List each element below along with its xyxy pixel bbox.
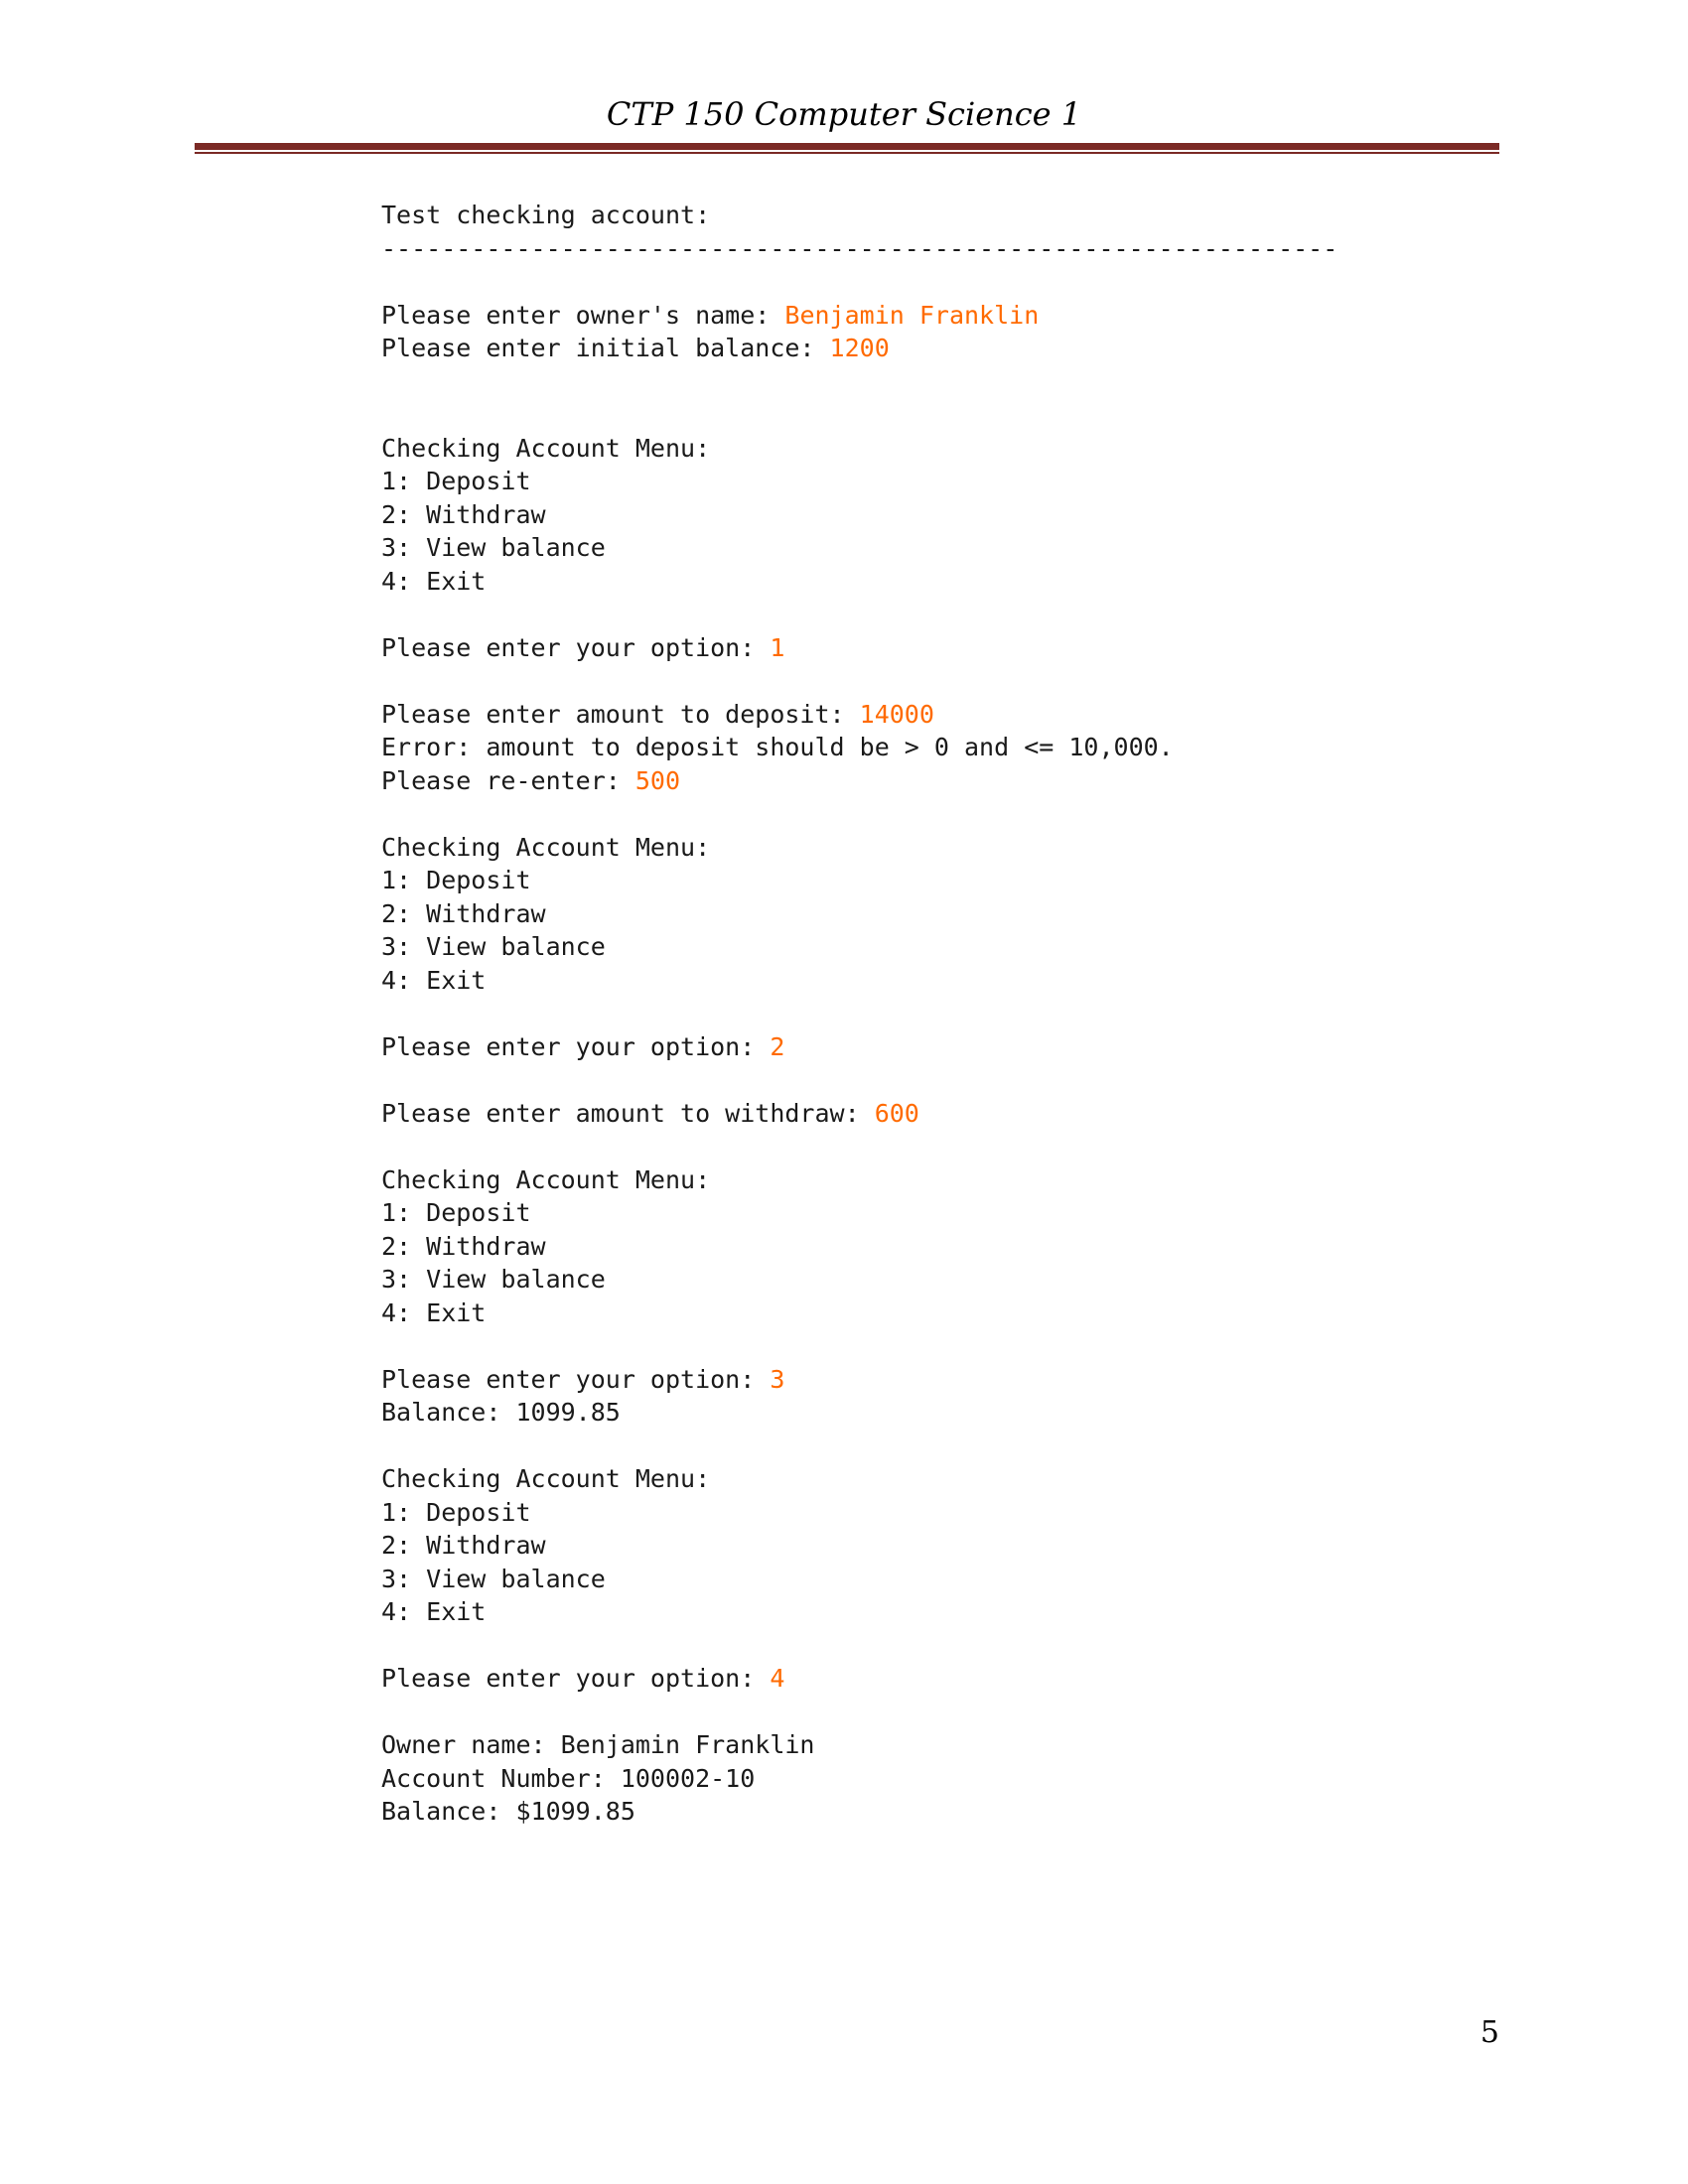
console-user-input: 4 [770, 1664, 785, 1693]
console-line [381, 1496, 1523, 1530]
console-line [381, 199, 1523, 232]
console-user-input: 500 [634, 765, 681, 795]
console-line-text: Test checking account: [381, 201, 711, 229]
console-line-text: 3: View balance [381, 1564, 606, 1593]
console-line [381, 731, 1523, 764]
console-line-text: Please enter your option: [381, 1664, 771, 1693]
console-line-text: 3: View balance [381, 533, 606, 562]
console-user-input: 600 [874, 1098, 919, 1128]
header-rule-thin [195, 152, 1499, 154]
console-line-text: Balance: $1099.85 [381, 1797, 635, 1826]
console-line-text: Please enter your option: [381, 1364, 771, 1394]
page-number: 5 [1479, 2015, 1499, 2050]
header-rule-thick [195, 143, 1499, 150]
console-line [381, 997, 1523, 1030]
console-line [381, 1329, 1523, 1363]
console-line-text: 1: Deposit [381, 866, 531, 894]
console-line-text: 4: Exit [381, 965, 487, 995]
console-line [381, 930, 1523, 964]
console-line [381, 664, 1523, 698]
console-line-text: 3: View balance [381, 1265, 606, 1294]
console-output [381, 199, 1523, 1829]
console-line-text: Checking Account Menu: [381, 832, 711, 862]
console-line [381, 1529, 1523, 1563]
console-line [381, 1196, 1523, 1230]
console-line [381, 631, 1523, 665]
console-line-text: 1: Deposit [381, 467, 531, 495]
console-line [381, 1030, 1523, 1064]
console-line [381, 598, 1523, 631]
console-user-input: Benjamin Franklin [784, 300, 1040, 330]
console-line [381, 565, 1523, 599]
console-line [381, 1662, 1523, 1696]
console-line-text: Checking Account Menu: [381, 1164, 711, 1194]
console-line-text: Please enter your option: [381, 632, 771, 662]
console-line-text: 3: View balance [381, 932, 606, 961]
console-line [381, 265, 1523, 299]
console-line [381, 1462, 1523, 1496]
console-line [381, 1762, 1523, 1796]
console-line-text: 2: Withdraw [381, 898, 546, 928]
console-line-text: 4: Exit [381, 566, 487, 596]
console-line [381, 299, 1523, 333]
console-line [381, 232, 1523, 266]
console-line [381, 831, 1523, 865]
console-line [381, 1230, 1523, 1264]
console-line [381, 498, 1523, 532]
console-line [381, 1396, 1523, 1430]
console-line [381, 764, 1523, 798]
console-line-text: Please enter initial balance: [381, 334, 830, 362]
console-line-text: Please enter amount to withdraw: [381, 1098, 875, 1128]
console-line [381, 365, 1523, 399]
console-line [381, 1795, 1523, 1829]
console-line-text: Error: amount to deposit should be > 0 and <= 10,000. [381, 733, 1174, 761]
console-line [381, 1696, 1523, 1729]
console-line [381, 432, 1523, 466]
console-user-input: 3 [770, 1364, 785, 1394]
console-user-input: 1 [770, 632, 785, 662]
console-line-text: 1: Deposit [381, 1497, 531, 1527]
console-line [381, 1297, 1523, 1330]
console-line-text: 2: Withdraw [381, 1231, 546, 1261]
console-line [381, 531, 1523, 565]
page-header-title: CTP 150 Computer Science 1 [606, 95, 1082, 133]
console-line-text: ---------------------------------------------------------------- [381, 233, 1338, 263]
console-line-text: Please enter amount to deposit: [381, 699, 860, 729]
console-line [381, 964, 1523, 998]
console-line [381, 1263, 1523, 1297]
console-line [381, 797, 1523, 831]
console-line [381, 1363, 1523, 1397]
console-line-text: 4: Exit [381, 1597, 487, 1626]
console-line [381, 1595, 1523, 1629]
console-line [381, 1629, 1523, 1663]
console-line [381, 1130, 1523, 1163]
console-line-text: 2: Withdraw [381, 499, 546, 529]
console-line-text: Account Number: 100002-10 [381, 1763, 756, 1793]
console-line-text: Please enter your option: [381, 1031, 771, 1061]
console-line-text: 4: Exit [381, 1297, 487, 1327]
console-line-text: Please enter owner's name: [381, 300, 785, 330]
console-line [381, 897, 1523, 931]
console-user-input: 2 [770, 1031, 785, 1061]
console-line-text: Please re-enter: [381, 765, 635, 795]
console-line-text: Checking Account Menu: [381, 433, 711, 463]
console-line-text: 1: Deposit [381, 1198, 531, 1227]
console-line [381, 698, 1523, 732]
console-line [381, 1563, 1523, 1596]
console-line [381, 332, 1523, 365]
console-line [381, 398, 1523, 432]
console-line [381, 1063, 1523, 1097]
console-line-text: Owner name: Benjamin Franklin [381, 1730, 815, 1759]
console-line [381, 1430, 1523, 1463]
console-line [381, 1163, 1523, 1197]
console-line [381, 1728, 1523, 1762]
console-line [381, 864, 1523, 897]
console-line-text: Balance: 1099.85 [381, 1398, 621, 1427]
console-line-text: 2: Withdraw [381, 1531, 546, 1560]
console-line-text: Checking Account Menu: [381, 1464, 711, 1493]
console-user-input: 1200 [829, 334, 890, 362]
console-user-input: 14000 [859, 699, 934, 729]
console-line [381, 1097, 1523, 1131]
console-line [381, 465, 1523, 498]
